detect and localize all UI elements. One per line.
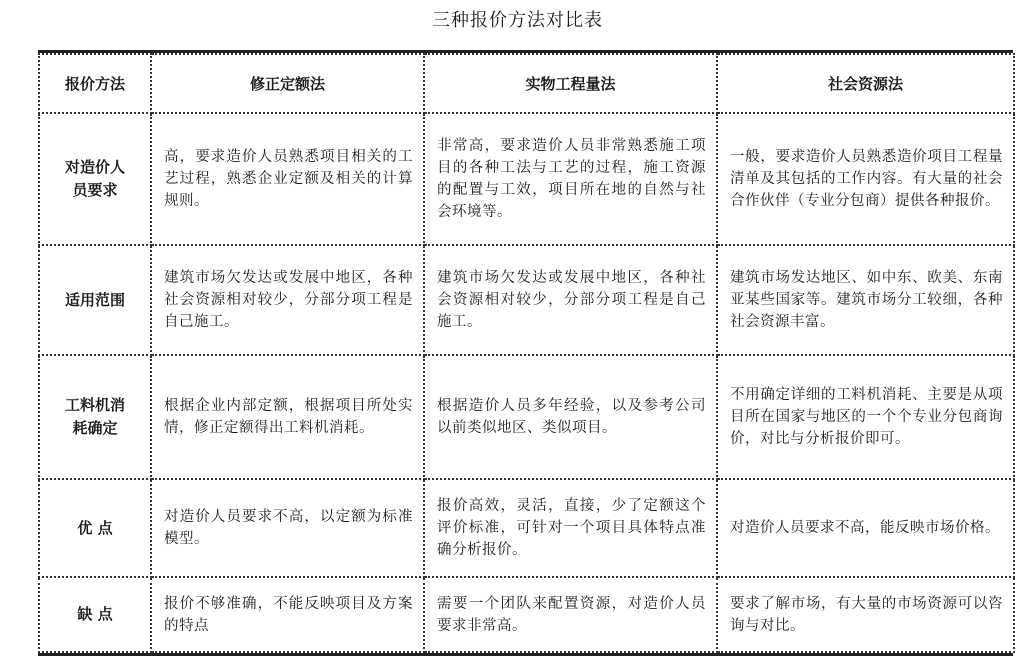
- table-row: [39, 113, 1014, 245]
- table-row: [39, 577, 1014, 652]
- comparison-table: [38, 53, 1015, 653]
- table-cell: 根据造价人员多年经验，以及参考公司以前类似地区、类似项目。: [424, 355, 717, 479]
- header-social-resources: 社会资源法: [717, 54, 1014, 113]
- table-row: [39, 355, 1014, 479]
- row-label-text: 对造价人员要求: [64, 158, 125, 199]
- table-cell: 高，要求造价人员熟悉项目相关的工艺过程，熟悉企业定额及相关的计算规则。: [151, 113, 424, 245]
- row-label: 缺 点: [39, 577, 151, 652]
- table-cell: 报价不够准确，不能反映项目及方案的特点: [151, 577, 424, 652]
- table-title: 三种报价方法对比表: [432, 10, 603, 31]
- table-row: [39, 245, 1014, 355]
- row-label: 优 点: [39, 479, 151, 577]
- header-row: [39, 54, 1014, 113]
- row-label: [39, 355, 151, 479]
- table-row: [39, 479, 1014, 577]
- table-cell: 一般，要求造价人员熟悉造价项目工程量清单及其包括的工作内容。有大量的社会合作伙伴（专业分包商）提供各种报价。: [717, 113, 1014, 245]
- header-corrected-quota: 修正定额法: [151, 54, 424, 113]
- table-cell: 不用确定详细的工料机消耗、主要是从项目所在国家与地区的一个个专业分包商询价，对比与分析报价即可。: [717, 355, 1014, 479]
- row-label: 适用范围: [39, 245, 151, 355]
- table-cell: 建筑市场欠发达或发展中地区，各种社会资源相对较少，分部分项工程是自己施工。: [151, 245, 424, 355]
- row-label-text: 工料机消耗确定: [64, 396, 125, 437]
- table-cell: 建筑市场欠发达或发展中地区，各种社会资源相对较少，分部分项工程是自己施工。: [424, 245, 717, 355]
- table-cell: 非常高，要求造价人员非常熟悉施工项目的各种工法与工艺的过程，施工资源的配置与工效，项目所在地的自然与社会环境等。: [424, 113, 717, 245]
- header-method: 报价方法: [39, 54, 151, 113]
- table-cell: 需要一个团队来配置资源，对造价人员要求非常高。: [424, 577, 717, 652]
- table-cell: 根据企业内部定额，根据项目所处实情，修正定额得出工料机消耗。: [151, 355, 424, 479]
- table-cell: 报价高效，灵活，直接，少了定额这个评价标准，可针对一个项目具体特点准确分析报价。: [424, 479, 717, 577]
- table-cell: 要求了解市场，有大量的市场资源可以咨询与对比。: [717, 577, 1014, 652]
- table-cell: 建筑市场发达地区、如中东、欧美、东南亚某些国家等。建筑市场分工较细，各种社会资源丰富。: [717, 245, 1014, 355]
- header-physical-quantity: 实物工程量法: [424, 54, 717, 113]
- table-cell: 对造价人员要求不高，以定额为标准模型。: [151, 479, 424, 577]
- row-label: [39, 113, 151, 245]
- comparison-table-wrapper: [38, 50, 1013, 656]
- table-cell: 对造价人员要求不高，能反映市场价格。: [717, 479, 1014, 577]
